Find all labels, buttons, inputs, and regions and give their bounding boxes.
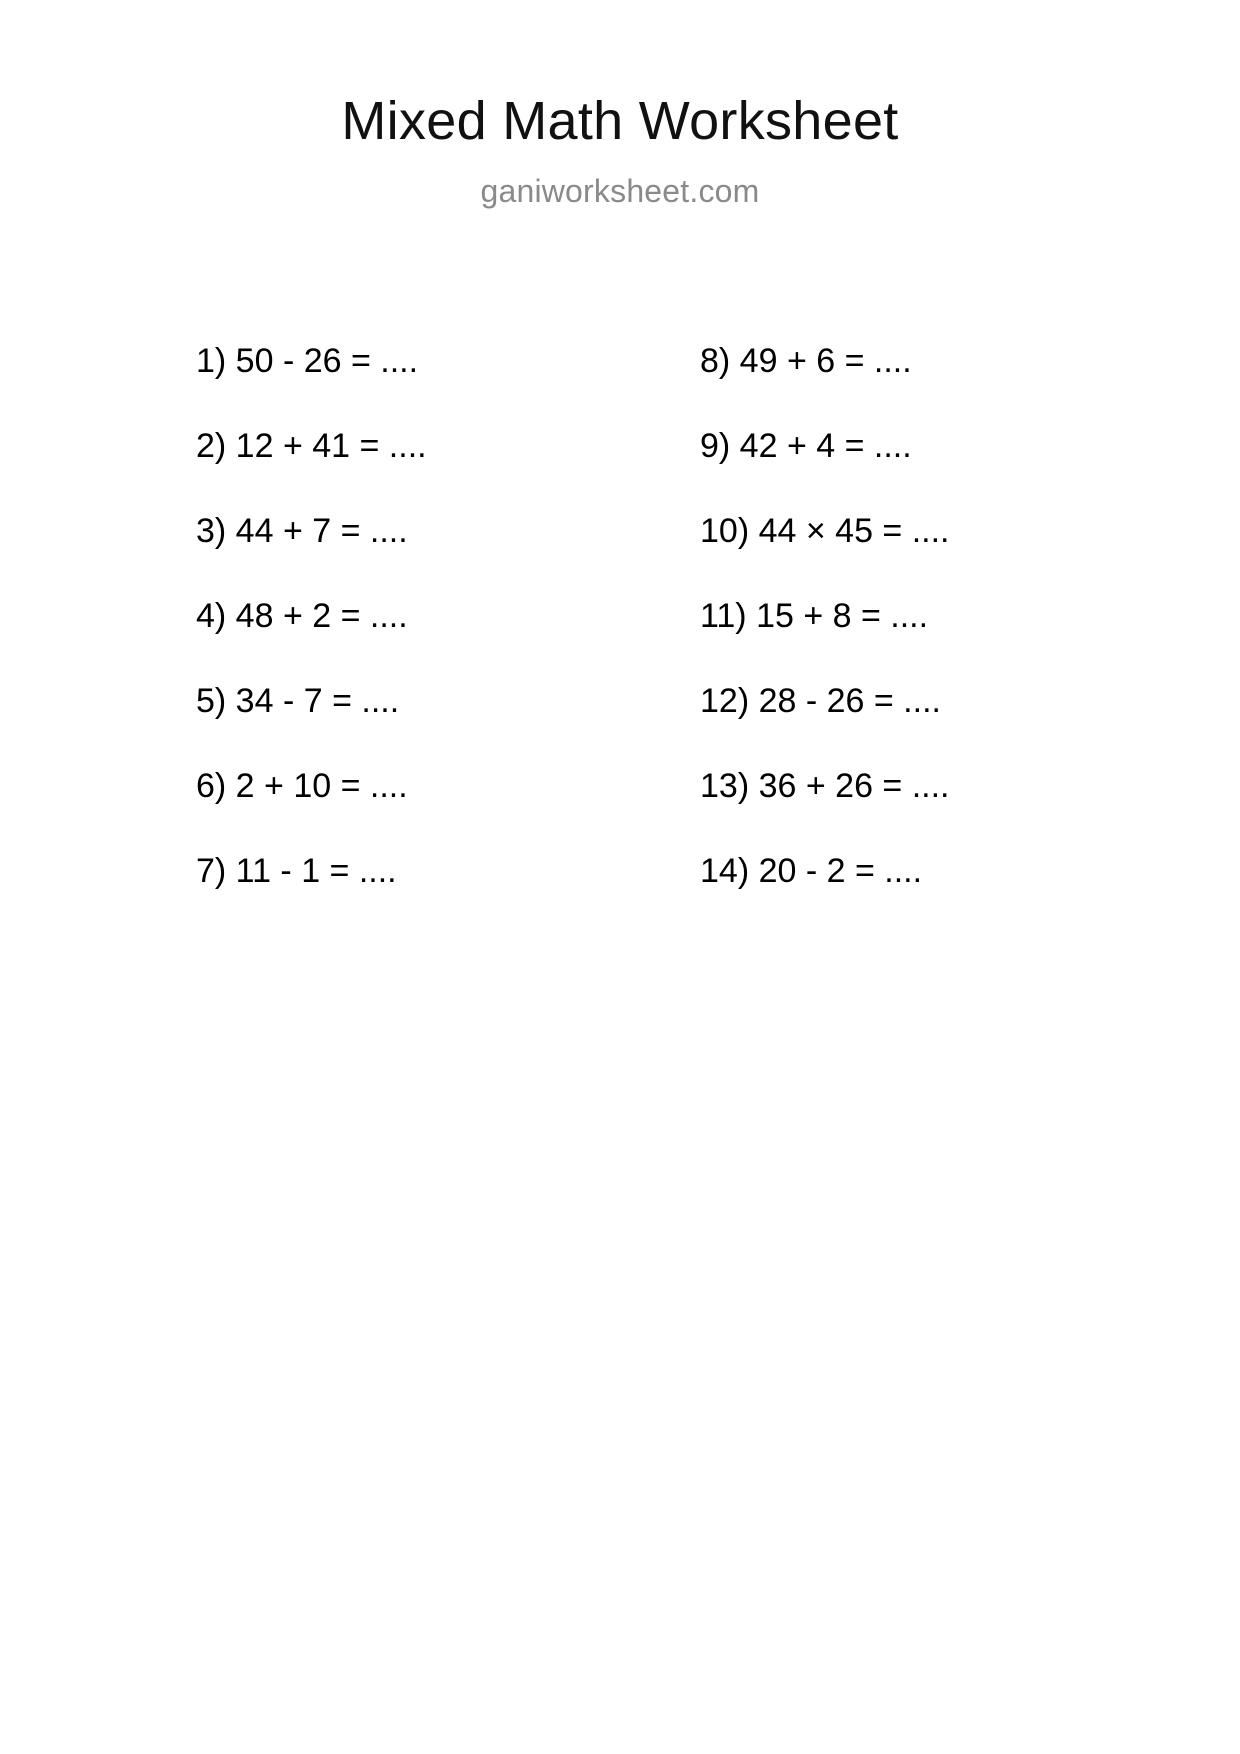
problem-item: 12) 28 - 26 = .... [700,681,941,720]
problem-item: 3) 44 + 7 = .... [196,511,408,550]
problem-list [0,318,1240,913]
site-attribution: ganiworksheet.com [480,173,760,210]
problem-item: 6) 2 + 10 = .... [196,766,408,805]
problem-item: 1) 50 - 26 = .... [196,341,419,380]
problem-column-left [0,318,500,913]
problem-item: 5) 34 - 7 = .... [196,681,400,720]
problem-item: 8) 49 + 6 = .... [700,341,912,380]
problem-item: 11) 15 + 8 = .... [700,596,929,635]
problem-item: 4) 48 + 2 = .... [196,596,408,635]
problem-item: 2) 12 + 41 = .... [196,426,427,465]
problem-item: 7) 11 - 1 = .... [196,851,397,890]
problem-item: 10) 44 × 45 = .... [700,511,950,550]
problem-item: 9) 42 + 4 = .... [700,426,912,465]
problem-column-right [500,318,1040,913]
problem-item: 13) 36 + 26 = .... [700,766,950,805]
page-title: Mixed Math Worksheet [341,91,899,151]
problem-item: 14) 20 - 2 = .... [700,851,923,890]
